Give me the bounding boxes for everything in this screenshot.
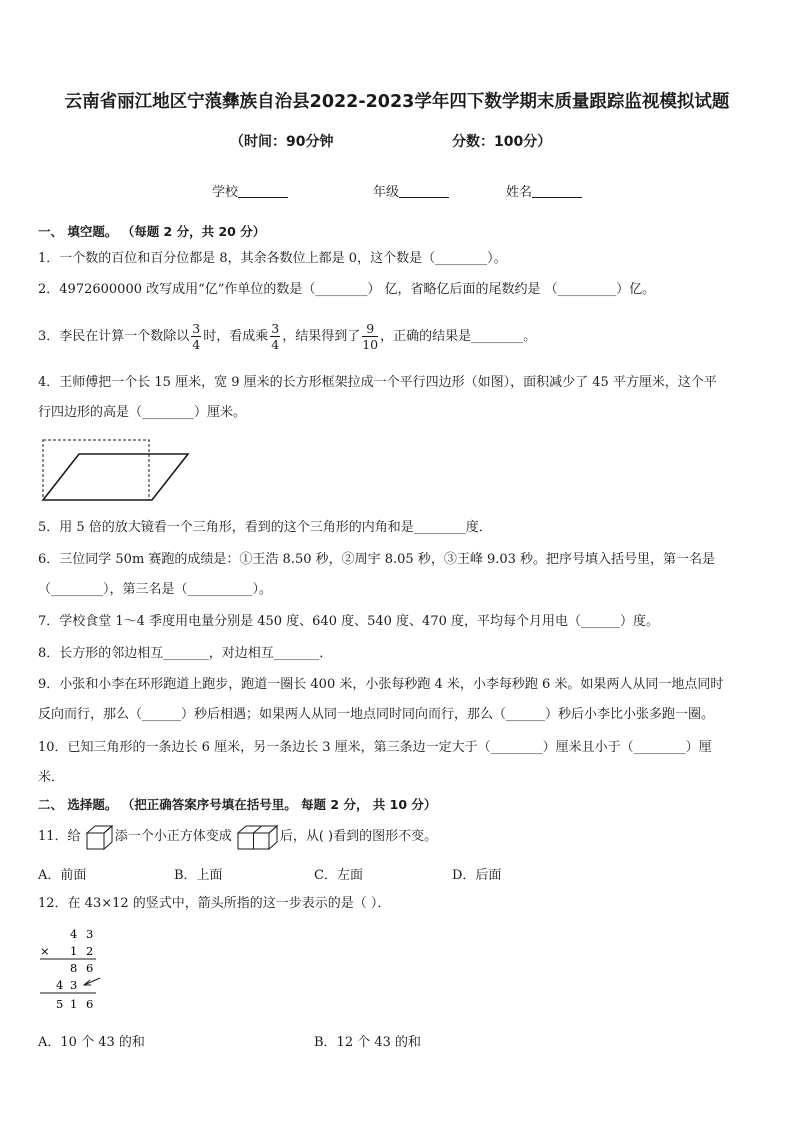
calc-row2-d1: 1 [70, 944, 78, 958]
calc-row2-d2: 2 [86, 944, 94, 958]
grade-label: 年级 [373, 185, 400, 200]
calc-row5-d3: 6 [86, 997, 94, 1011]
calc-row3-d2: 6 [86, 961, 94, 975]
question-6-line-1: 6．三位同学 50m 赛跑的成绩是：①王浩 8.50 秒，②周宇 8.05 秒，③王峰 9.03 秒。把序号填入括号里，第一名是 [38, 552, 716, 567]
calc-row5-d1: 5 [56, 997, 64, 1011]
name-label: 姓名 [506, 185, 533, 200]
q11-option-c[interactable]: C．左面 [314, 868, 363, 883]
question-5: 5．用 5 倍的放大镜看一个三角形，看到的这个三角形的内角和是________度． [38, 520, 492, 535]
grade-blank[interactable] [399, 184, 449, 198]
parallelogram [43, 454, 188, 500]
question-8: 8．长方形的邻边相互_______，对边相互_______． [38, 646, 333, 661]
section-2-heading: 二、 选择题。 （把正确答案序号填在括号里。 每题 2 分， 共 10 分） [38, 797, 437, 812]
question-12: 12．在 43×12 的竖式中，箭头所指的这一步表示的是（ ）． [38, 896, 391, 911]
exam-time: （时间：90分钟 [230, 134, 334, 150]
q3-text-c: ，结果得到了 [282, 329, 361, 344]
school-field [212, 181, 288, 200]
name-field [506, 181, 582, 200]
question-3 [38, 318, 536, 356]
question-10-line-1: 10．已知三角形的一条边长 6 厘米，另一条边长 3 厘米，第三条边一定大于（________）厘米且小于（________）厘 [38, 740, 712, 755]
question-7: 7．学校食堂 1～4 季度用电量分别是 450 度、640 度、540 度、470 度，平均每个月用电（______）度。 [38, 614, 659, 629]
grade-field [373, 181, 449, 200]
frac-num: 9 [362, 321, 378, 337]
arrow-icon [84, 978, 100, 985]
school-label: 学校 [212, 185, 239, 200]
q11-option-d[interactable]: D．后面 [452, 868, 502, 883]
frac-den: 10 [362, 337, 379, 352]
calc-times-sign: × [40, 944, 50, 958]
calc-row1-d2: 3 [86, 927, 94, 941]
school-blank[interactable] [238, 184, 288, 198]
exam-score: 分数：100分） [452, 134, 552, 150]
question-4-line-2: 行四边形的高是（________）厘米。 [38, 405, 247, 420]
calc-row3-d1: 8 [70, 961, 78, 975]
q11-text-b: 添一个小正方体变成 [114, 829, 232, 844]
name-blank[interactable] [532, 184, 582, 198]
q11-text-a: 11．给 [38, 829, 81, 844]
question-6-line-2: （________），第三名是（__________）。 [38, 582, 273, 597]
q11-text-c: 后，从( )看到的图形不变。 [279, 829, 438, 844]
question-9-line-2: 反向而行，那么（______）秒后相遇；如果两人从同一地点同时同向而行，那么（______）秒后小李比小张多跑一圈。 [38, 707, 715, 722]
q3-text-a: 3．李民在计算一个数除以 [38, 329, 190, 344]
question-11 [38, 822, 437, 852]
fraction-3-4-a [191, 321, 201, 352]
section-1-heading: 一、 填空题。 （每题 2 分，共 20 分） [38, 224, 266, 239]
calc-row5-d2: 1 [70, 997, 78, 1011]
q11-option-a[interactable]: A．前面 [38, 868, 87, 883]
question-4-line-1: 4．王师傅把一个长 15 厘米，宽 9 厘米的长方形框架拉成一个平行四边形（如图），面积减少了 45 平方厘米，这个平 [38, 375, 717, 390]
fraction-3-4-b [270, 321, 280, 352]
frac-num: 3 [192, 321, 201, 336]
question-2: 2．4972600000 改写成用“亿”作单位的数是（________） 亿，省略亿后面的尾数约是 （_________）亿。 [38, 282, 656, 297]
original-rectangle-dashed [43, 440, 149, 500]
q3-text-b: 时，看成乘 [203, 329, 269, 344]
q11-option-b[interactable]: B．上面 [174, 868, 223, 883]
double-cube-icon [236, 823, 280, 851]
frac-den: 4 [271, 337, 280, 352]
q3-text-d: ，正确的结果是________。 [380, 329, 537, 344]
fraction-9-10 [362, 321, 378, 352]
single-cube-icon [85, 823, 115, 851]
q12-option-a[interactable]: A．10 个 43 的和 [38, 1035, 145, 1050]
parallelogram-figure [38, 434, 194, 506]
page-title: 云南省丽江地区宁蒗彝族自治县2022-2023学年四下数学期末质量跟踪监视模拟试题 [64, 92, 730, 112]
vertical-multiplication [36, 922, 110, 1014]
question-1: 1．一个数的百位和百分位都是 8，其余各数位上都是 0，这个数是（________）。 [38, 251, 507, 266]
q12-option-b[interactable]: B．12 个 43 的和 [314, 1035, 422, 1050]
calc-row4-d2: 3 [70, 978, 78, 992]
calc-row1-d1: 4 [70, 927, 78, 941]
frac-num: 3 [271, 321, 280, 336]
question-10-line-2: 米． [38, 770, 65, 785]
question-9-line-1: 9．小张和小李在环形跑道上跑步，跑道一圈长 400 米，小张每秒跑 4 米，小李每秒跑 6 米。如果两人从同一地点同时 [38, 677, 724, 692]
calc-row4-d1: 4 [56, 978, 64, 992]
frac-den: 4 [192, 337, 201, 352]
